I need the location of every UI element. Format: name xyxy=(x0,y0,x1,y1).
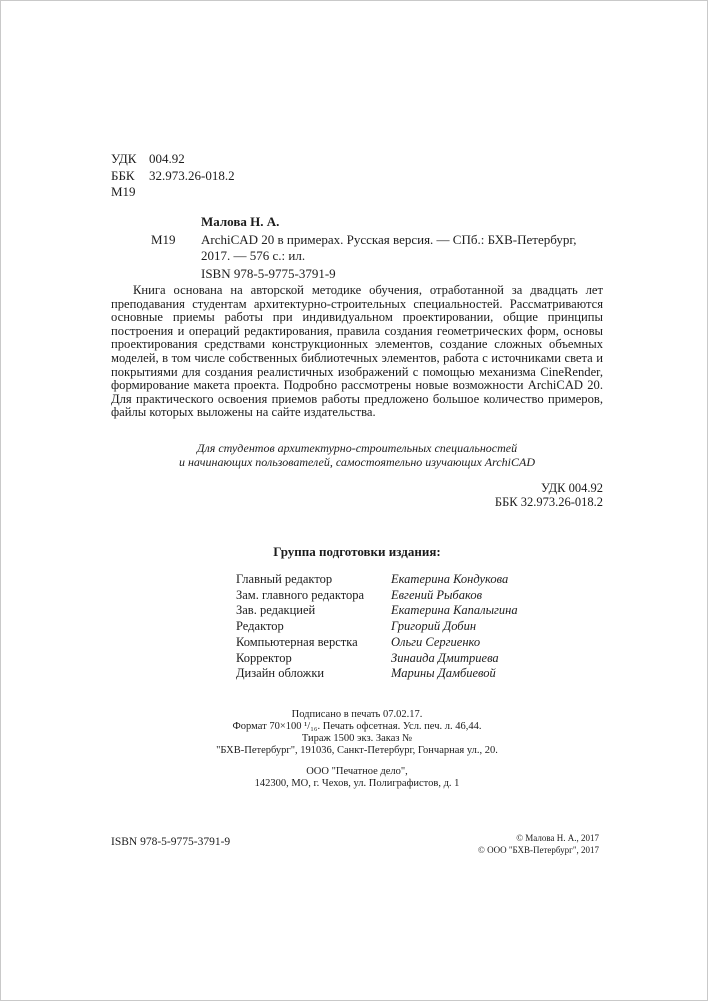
isbn-line: ISBN 978-5-9775-3791-9 xyxy=(201,266,336,281)
copyright-block xyxy=(478,833,599,856)
print-info xyxy=(111,709,603,757)
footer xyxy=(111,833,599,856)
entry-code: М19 xyxy=(151,232,176,247)
role-label: Дизайн обложки xyxy=(236,666,325,681)
person-name: Григорий Добин xyxy=(391,619,477,634)
printer-line: 142300, МО, г. Чехов, ул. Полиграфистов, д. 1 xyxy=(254,778,460,789)
book-code-label: М19 xyxy=(111,184,136,199)
person-name: Евгений Рыбаков xyxy=(391,587,482,602)
book-code-line xyxy=(111,184,235,201)
copyright-line-2: © ООО "БХВ-Петербург", 2017 xyxy=(478,844,599,855)
role-label: Компьютерная верстка xyxy=(236,634,358,649)
bbk-line xyxy=(111,168,235,185)
audience-note xyxy=(111,442,603,469)
codes-right-block xyxy=(111,481,603,509)
role-label: Редактор xyxy=(236,619,284,634)
person-name: Марины Дамбиевой xyxy=(391,666,496,681)
annotation-paragraph: Книга основана на авторской методике обучения, отработанной за двадцать лет преподавания студентам архитектурно-строительных специальностей. Рассматриваются основные приемы работы при индивидуальном проектировании, общие принципы построения и операций редактирования, правила создания геометрических форм, основы проектирования средствами конструкционных элементов, создание сложных объемных моделей, в том числе собственных библиотечных элементов, работа с источниками света и покрытиями для создания реалистичных изображений с помощью механизма CineRender, формирование макета проекта. Подробно рассмотрены новые возможности ArchiCAD 20. Для практического освоения приемов работы предложено большое количество примеров, файлы которых выложены на сайте издательства. xyxy=(111,283,603,420)
audience-line-2: и начинающих пользователей, самостоятельно изучающих ArchiCAD xyxy=(178,454,536,469)
imprint-line: Формат 70×100 ¹/₁₆. Печать офсетная. Усл. печ. л. 46,44. xyxy=(232,721,482,732)
team-row xyxy=(236,572,518,588)
udk-right: УДК 004.92 xyxy=(541,481,603,495)
catalog-entry xyxy=(151,232,611,263)
entry-text xyxy=(201,232,576,263)
team-heading: Группа подготовки издания: xyxy=(273,544,441,559)
role-label: Главный редактор xyxy=(236,572,333,586)
udk-label: УДК xyxy=(111,151,137,166)
team-row xyxy=(236,635,518,651)
role-label: Зам. главного редактора xyxy=(236,587,365,602)
role-label: Зав. редакцией xyxy=(236,603,316,618)
team-table xyxy=(236,572,518,682)
role-label: Корректор xyxy=(236,650,292,665)
audience-line-1: Для студентов архитектурно-строительных специальностей xyxy=(196,441,518,455)
team-row xyxy=(236,619,518,635)
team-row xyxy=(236,603,518,619)
title-line-2: 2017. — 576 с.: ил. xyxy=(201,247,306,263)
imprint-line: Подписано в печать 07.02.17. xyxy=(291,709,423,720)
bbk-value: 32.973.26-018.2 xyxy=(149,167,235,183)
team-row xyxy=(236,588,518,604)
cataloging-block xyxy=(111,151,235,201)
person-name: Ольги Сергиенко xyxy=(391,634,481,649)
team-row xyxy=(236,666,518,682)
person-name: Зинаида Дмитриева xyxy=(391,650,499,665)
author-name: Малова Н. А. xyxy=(201,214,280,229)
udk-value: 004.92 xyxy=(149,151,185,166)
person-name: Екатерина Кондукова xyxy=(391,572,509,586)
footer-isbn: ISBN 978-5-9775-3791-9 xyxy=(111,836,231,848)
bbk-right: ББК 32.973.26-018.2 xyxy=(494,495,603,509)
copyright-line-1: © Малова Н. А., 2017 xyxy=(516,833,599,843)
title-line-1: ArchiCAD 20 в примерах. Русская версия. — СПб.: БХВ-Петербург, xyxy=(201,232,577,247)
printer-info xyxy=(111,766,603,790)
printer-line: ООО "Печатное дело", xyxy=(306,766,408,777)
imprint-line: "БХВ-Петербург", 191036, Санкт-Петербург, Гончарная ул., 20. xyxy=(216,745,498,756)
bbk-label: ББК xyxy=(111,167,135,183)
person-name: Екатерина Капалыгина xyxy=(391,603,518,618)
team-row xyxy=(236,651,518,667)
imprint-line: Тираж 1500 экз. Заказ № xyxy=(301,733,413,744)
imprint-block xyxy=(111,709,603,790)
udk-line xyxy=(111,151,235,168)
